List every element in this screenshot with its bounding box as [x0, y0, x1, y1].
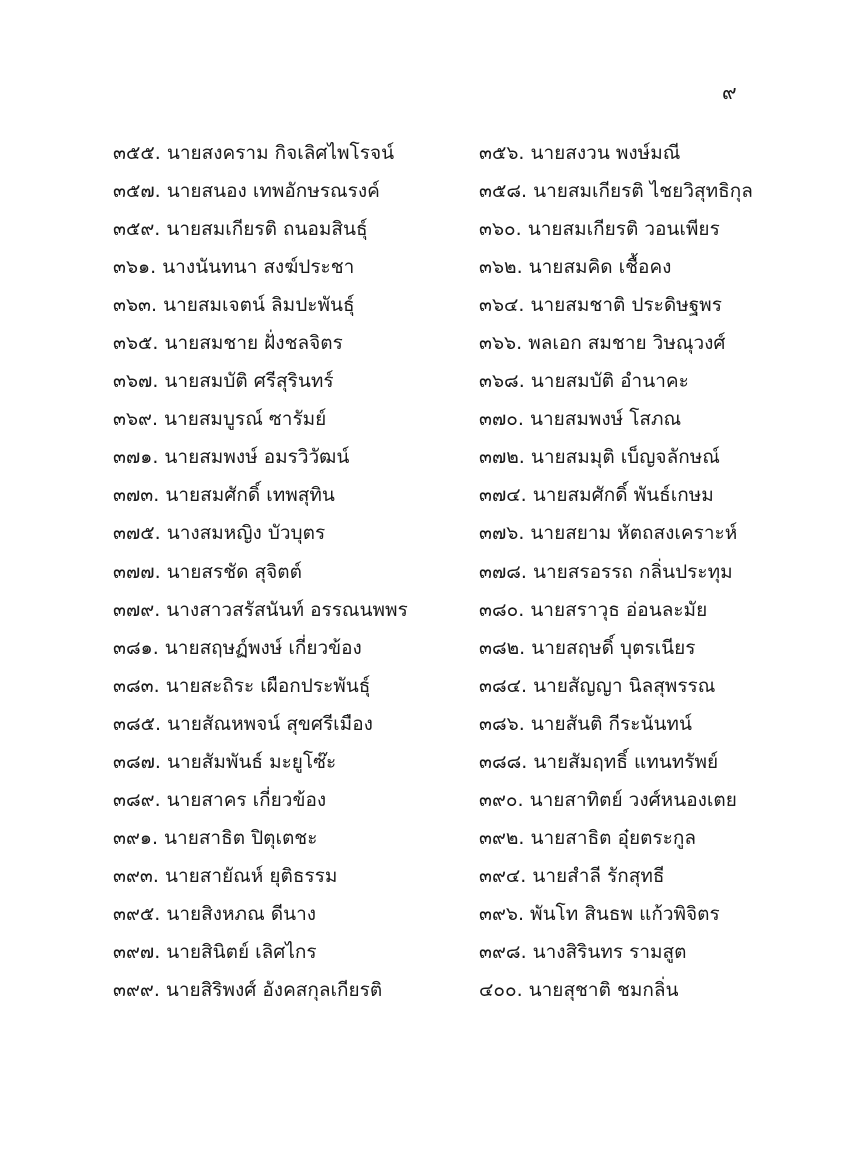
list-row: [0, 937, 847, 975]
list-entry: ๓๙๘. นางสิรินทร รามสูต: [479, 940, 687, 963]
list-entry: ๓๗๔. นายสมศักดิ์ พันธ์เกษม: [479, 484, 714, 507]
list-entry: ๓๖๘. นายสมบัติ อำนาคะ: [479, 370, 689, 393]
list-entry: ๓๘๒. นายสฤษดิ์ บุตรเนียร: [479, 636, 696, 659]
list-entry: ๓๗๖. นายสยาม หัตถสงเคราะห์: [479, 522, 738, 545]
list-row: [0, 214, 847, 252]
name-list: [0, 138, 847, 1013]
list-entry: ๓๗๐. นายสมพงษ์ โสภณ: [479, 408, 682, 431]
list-entry: ๓๗๑. นายสมพงษ์ อมรวิวัฒน์: [113, 446, 350, 469]
list-entry: ๓๖๔. นายสมชาติ ประดิษฐพร: [479, 294, 722, 317]
list-entry: ๓๖๖. พลเอก สมชาย วิษณุวงศ์: [479, 332, 726, 355]
list-entry: ๓๕๗. นายสนอง เทพอักษรณรงค์: [113, 180, 380, 203]
list-row: [0, 785, 847, 823]
list-entry: ๓๖๗. นายสมบัติ ศรีสุรินทร์: [113, 370, 334, 393]
list-entry: ๓๗๕. นางสมหญิง บัวบุตร: [113, 522, 326, 545]
list-entry: ๓๕๖. นายสงวน พงษ์มณี: [479, 142, 681, 164]
list-entry: ๓๘๘. นายสัมฤทธิ์ แทนทรัพย์: [479, 750, 719, 773]
list-entry: ๓๘๓. นายสะถิระ เผือกประพันธุ์: [113, 674, 371, 697]
list-entry: ๓๘๕. นายสัณหพจน์ สุขศรีเมือง: [113, 712, 373, 735]
list-entry: ๓๘๐. นายสราวุธ อ่อนละมัย: [479, 598, 708, 621]
list-row: [0, 328, 847, 366]
list-entry: ๓๖๒. นายสมคิด เชื้อคง: [479, 256, 672, 279]
list-entry: ๓๗๙. นางสาวสรัสนันท์ อรรณนพพร: [113, 598, 408, 621]
list-row: [0, 176, 847, 214]
list-entry: ๓๙๑. นายสาธิต ปิตุเตชะ: [113, 826, 318, 849]
list-entry: ๔๐๐. นายสุชาติ ชมกลิ่น: [479, 979, 679, 1002]
list-entry: ๓๗๘. นายสรอรรถ กลิ่นประทุม: [479, 560, 733, 583]
list-entry: ๓๗๗. นายสรชัด สุจิตต์: [113, 560, 302, 583]
page-number: ๙: [722, 80, 737, 104]
list-row: [0, 557, 847, 595]
list-entry: ๓๖๙. นายสมบูรณ์ ซารัมย์: [113, 408, 327, 431]
list-entry: ๓๗๒. นายสมมุติ เบ็ญจลักษณ์: [479, 446, 720, 469]
list-entry: ๓๘๗. นายสัมพันธ์ มะยูโซ๊ะ: [113, 750, 337, 773]
list-row: [0, 975, 847, 1013]
list-row: [0, 747, 847, 785]
list-entry: ๓๙๐. นายสาทิตย์ วงศ์หนองเตย: [479, 788, 737, 811]
list-row: [0, 404, 847, 442]
list-entry: ๓๘๙. นายสาคร เกี่ยวข้อง: [113, 788, 327, 811]
list-entry: ๓๘๔. นายสัญญา นิลสุพรรณ: [479, 674, 716, 697]
list-row: [0, 442, 847, 480]
list-entry: ๓๘๖. นายสันติ กีระนันทน์: [479, 712, 692, 735]
list-entry: ๓๙๙. นายสิริพงศ์ อังคสกุลเกียรติ: [113, 979, 383, 1002]
list-entry: ๓๙๔. นายสำลี รักสุทธี: [479, 864, 665, 887]
list-entry: ๓๖๑. นางนันทนา สงฆ์ประชา: [113, 256, 355, 279]
list-entry: ๓๕๕. นายสงคราม กิจเลิศไพโรจน์: [113, 142, 395, 164]
list-entry: ๓๕๙. นายสมเกียรติ ถนอมสินธุ์: [113, 218, 368, 241]
list-entry: ๓๖๕. นายสมชาย ฝั่งชลจิตร: [113, 332, 343, 355]
list-entry: ๓๖๐. นายสมเกียรติ วอนเพียร: [479, 218, 720, 241]
list-entry: ๓๖๓. นายสมเจตน์ ลิมปะพันธุ์: [113, 294, 355, 317]
list-row: [0, 290, 847, 328]
list-row: [0, 252, 847, 290]
list-entry: ๓๙๓. นายสายัณห์ ยุติธรรม: [113, 864, 338, 887]
list-row: [0, 366, 847, 404]
list-entry: ๓๙๒. นายสาธิต อุ๋ยตระกูล: [479, 826, 696, 849]
list-entry: ๓๗๓. นายสมศักดิ์ เทพสุทิน: [113, 484, 335, 507]
list-row: [0, 518, 847, 556]
list-row: [0, 633, 847, 671]
list-row: [0, 480, 847, 518]
list-row: [0, 671, 847, 709]
list-entry: ๓๙๕. นายสิงหภณ ดีนาง: [113, 902, 317, 925]
list-entry: ๓๘๑. นายสฤษฏ์พงษ์ เกี่ยวข้อง: [113, 636, 362, 659]
list-row: [0, 823, 847, 861]
list-entry: ๓๕๘. นายสมเกียรติ ไชยวิสุทธิกุล: [479, 180, 753, 203]
list-row: [0, 709, 847, 747]
list-entry: ๓๙๖. พันโท สินธพ แก้วพิจิตร: [479, 902, 720, 925]
list-row: [0, 138, 847, 176]
list-entry: ๓๙๗. นายสินิตย์ เลิศไกร: [113, 940, 317, 963]
list-row: [0, 595, 847, 633]
list-row: [0, 899, 847, 937]
list-row: [0, 861, 847, 899]
